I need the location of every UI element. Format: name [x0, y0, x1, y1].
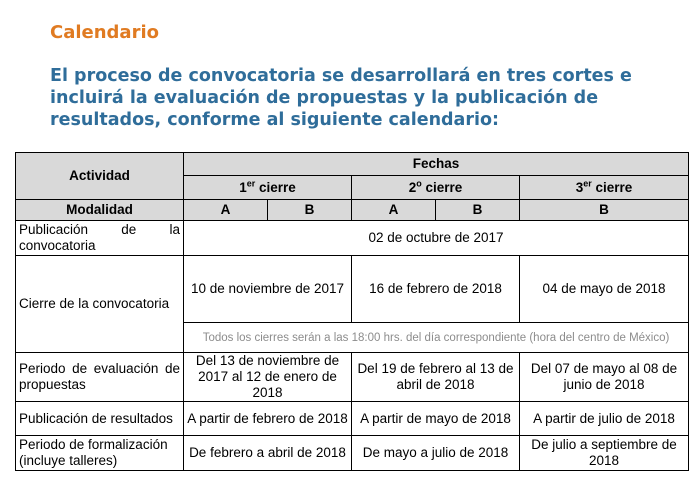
activity-label: Publicación de resultados [16, 402, 184, 436]
date-cell: Del 19 de febrero al 13 de abril de 2018 [352, 353, 520, 402]
date-cell: De julio a septiembre de 2018 [520, 436, 689, 471]
activity-label: Periodo de evaluación de propuestas [16, 353, 184, 402]
cierre-3-header: 3er cierre [520, 176, 689, 200]
cierre-1-header: 1er cierre [184, 176, 352, 200]
calendar-table [15, 152, 689, 471]
date-cell: A partir de mayo de 2018 [352, 402, 520, 436]
date-cell: 10 de noviembre de 2017 [184, 256, 352, 323]
date-cell: 04 de mayo de 2018 [520, 256, 689, 323]
date-cell: A partir de febrero de 2018 [184, 402, 352, 436]
modalidad-cell: A [352, 200, 436, 221]
activity-label: Publicación de la convocatoria [16, 221, 184, 256]
cierre-2-header: 2$^o$ cierre [352, 176, 520, 200]
closing-time-note: Todos los cierres serán a las 18:00 hrs. del día correspondiente (hora del centro de México) [184, 323, 689, 353]
activity-label: Periodo de formalización (incluye talleres) [16, 436, 184, 471]
modalidad-cell: B [436, 200, 520, 221]
modalidad-cell: B [268, 200, 352, 221]
fechas-header: Fechas [184, 153, 689, 176]
section-title: Calendario [50, 22, 159, 43]
date-cell: Del 07 de mayo al 08 de junio de 2018 [520, 353, 689, 402]
intro-paragraph: El proceso de convocatoria se desarrollará en tres cortes e incluirá la evaluación de propuestas y la publicación de resultados, conforme al siguiente calendario: [50, 66, 632, 130]
date-cell: A partir de julio de 2018 [520, 402, 689, 436]
modalidad-cell: A [184, 200, 268, 221]
date-cell: Del 13 de noviembre de 2017 al 12 de enero de 2018 [184, 353, 352, 402]
date-cell: 02 de octubre de 2017 [184, 221, 689, 256]
activity-label: Cierre de la convocatoria [16, 256, 184, 353]
date-cell: De mayo a julio de 2018 [352, 436, 520, 471]
modalidad-header: Modalidad [16, 200, 184, 221]
date-cell: De febrero a abril de 2018 [184, 436, 352, 471]
actividad-header: Actividad [16, 153, 184, 200]
date-cell: 16 de febrero de 2018 [352, 256, 520, 323]
modalidad-cell: B [520, 200, 689, 221]
